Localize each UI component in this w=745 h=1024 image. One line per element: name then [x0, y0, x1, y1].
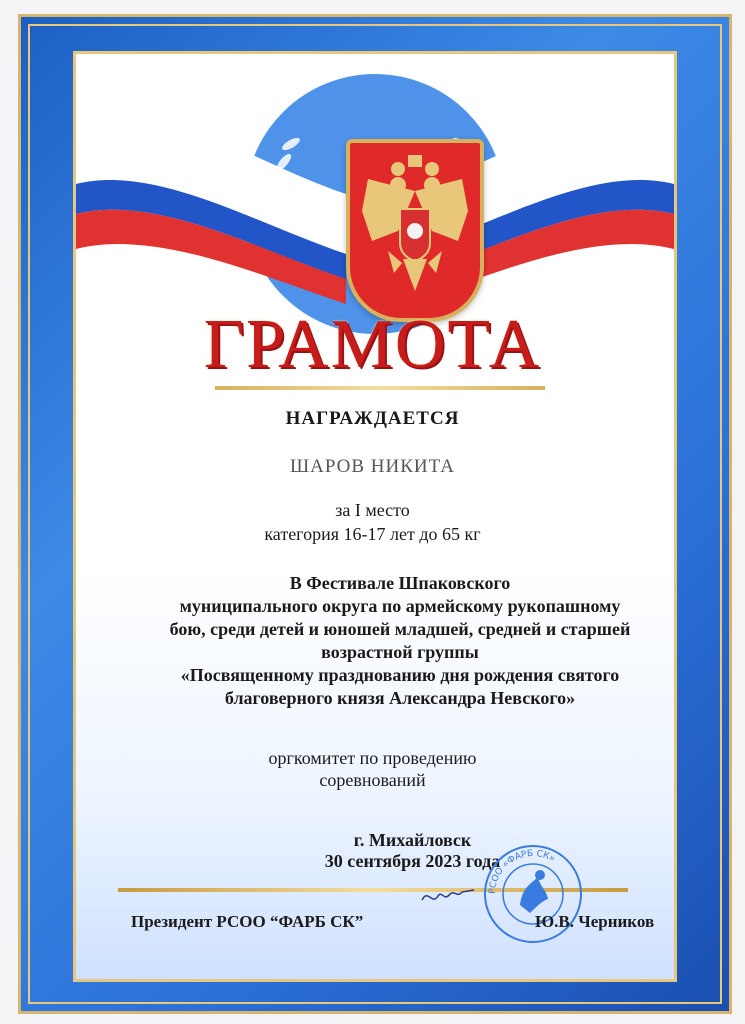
signer-name: Ю.В. Черников [535, 912, 655, 931]
recipient-name: ШАРОВ НИКИТА [289, 456, 456, 477]
event-line: бою, среди детей и юношей младшей, средней и старшей [169, 619, 631, 639]
organizer-line: оргкомитет по проведению [268, 748, 477, 768]
signer-title: Президент РСОО “ФАРБ СК” [131, 912, 364, 931]
signature-icon [418, 880, 478, 910]
place-line: за I место [335, 500, 410, 520]
organizer-line: соревнований [319, 770, 426, 790]
category-line: категория 16-17 лет до 65 кг [264, 524, 481, 544]
event-line: В Фестивале Шпаковского [289, 573, 511, 593]
russian-coat-of-arms-icon [346, 139, 484, 322]
title-divider [215, 386, 545, 390]
date-line: 30 сентября 2023 года [324, 851, 501, 871]
event-line: возрастной группы [321, 642, 479, 662]
city-line: г. Михайловск [353, 830, 472, 850]
event-line: «Посвященному празднованию дня рождения святого [180, 665, 620, 685]
certificate-title: ГРАМОТА [203, 306, 542, 383]
svg-text:РСОО «ФАРБ СК»: РСОО «ФАРБ СК» [487, 848, 557, 895]
awarded-label: НАГРАЖДАЕТСЯ [285, 408, 460, 429]
event-line: благоверного князя Александра Невского» [224, 688, 576, 708]
event-line: муниципального округа по армейскому рукопашному [179, 596, 621, 616]
